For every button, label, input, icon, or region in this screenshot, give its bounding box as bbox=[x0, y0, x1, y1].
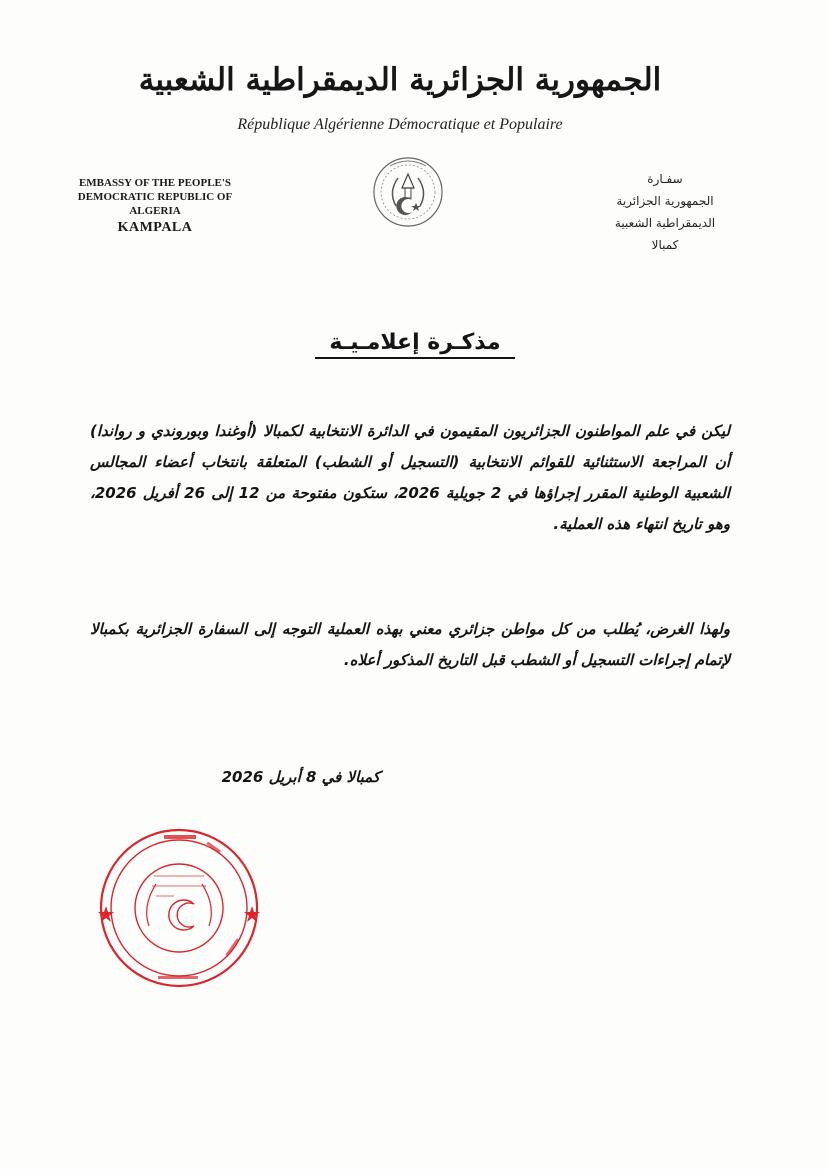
embassy-en-line2: DEMOCRATIC REPUBLIC OF bbox=[77, 191, 233, 203]
embassy-ar-line2: الجمهورية الجزائرية bbox=[616, 194, 714, 208]
republic-title-french: République Algérienne Démocratique et Populaire bbox=[237, 116, 563, 133]
memo-title bbox=[250, 330, 580, 355]
embassy-stamp-icon bbox=[94, 826, 264, 991]
embassy-name-arabic bbox=[590, 168, 740, 256]
memo-paragraph-2: ولهذا الغرض، يُطلب من كل مواطن جزائري معني بهذه العملية التوجه إلى السفارة الجزائرية بكمبالا لإتمام إجراءات التسجيل أو الشطب قبل التاريخ المذكور أعلاه. bbox=[90, 620, 730, 669]
memo-title-text: مذكـرة إعلامـيـة bbox=[315, 330, 514, 359]
embassy-en-line1: EMBASSY OF THE PEOPLE'S bbox=[78, 177, 232, 189]
embassy-name-english bbox=[40, 176, 270, 235]
embassy-ar-city: كمبالا bbox=[651, 238, 679, 252]
embassy-ar-line1: سفـارة bbox=[647, 172, 683, 186]
embassy-en-line3: ALGERIA bbox=[129, 205, 181, 217]
embassy-ar-line3: الديمقراطية الشعبية bbox=[614, 216, 716, 230]
date-line: كمبالا في 8 أبريل 2026 bbox=[221, 768, 380, 786]
republic-title-arabic: الجمهورية الجزائرية الديمقراطية الشعبية bbox=[138, 62, 662, 98]
memo-paragraph-1: ليكن في علم المواطنون الجزائريون المقيمون في الدائرة الانتخابية لكمبالا (أوغندا وبوروندي و رواندا) أن المراجعة الاستثنائية للقوائم الانتخابية (التسجيل أو الشطب) المتعلقة بانتخاب أعضاء المجالس الشعبية الوطنية المقرر إجراؤها في 2 جويلية 2026، ستكون مفتوحة من 12 إلى 26 أفريل 2026، وهو تاريخ انتهاء هذه العملية. bbox=[90, 422, 730, 533]
embassy-en-city: KAMPALA bbox=[117, 220, 193, 235]
algeria-emblem-icon bbox=[366, 148, 450, 232]
